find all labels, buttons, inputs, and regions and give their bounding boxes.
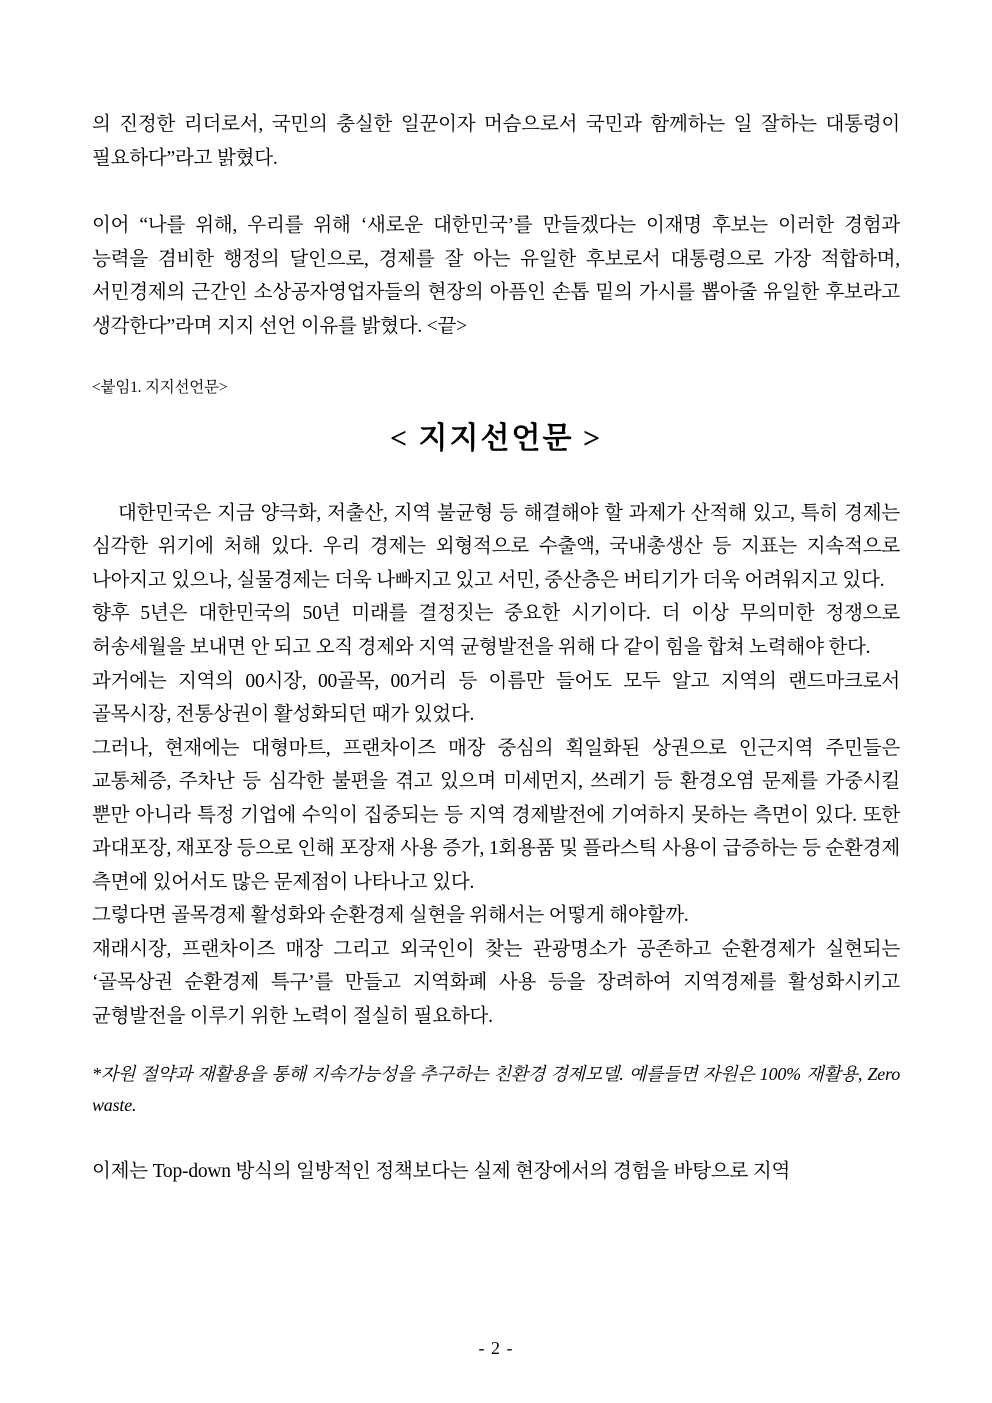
footnote-text: *자원 절약과 재활용을 통해 지속가능성을 추구하는 친환경 경제모델. 예를들면 자원은 100% 재활용, Zero waste. — [92, 1064, 900, 1115]
attachment-label: <붙임1. 지지선언문> — [92, 379, 228, 397]
declaration-paragraph-4: 그러나, 현재에는 대형마트, 프랜차이즈 매장 중심의 획일화된 상권으로 인근지역 주민들은 교통체증, 주차난 등 심각한 불편을 겪고 있으며 미세먼지, 쓰레기 등 환경오염 문제를 가중시킬 뿐만 아니라 특정 기업에 수익이 집중되는 등 지역 경제발전에 기여하지 못하는 측면이 있다. 또한 과대포장, 재포장 등으로 인해 포장재 사용 증가, 1회용품 및 플라스틱 사용이 급증하는 등 순환경제 측면에 있어서도 많은 문제점이 나타나고 있다. — [92, 737, 900, 893]
declaration-paragraph-6: 재래시장, 프랜차이즈 매장 그리고 외국인이 찾는 관광명소가 공존하고 순환경제가 실현되는 ‘골목상권 순환경제 특구’를 만들고 지역화폐 사용 등을 장려하여 지역경제를 활성화시키고 균형발전을 이루기 위한 노력이 절실히 필요하다. — [92, 938, 900, 1027]
closing-spacer — [92, 1121, 900, 1155]
declaration-paragraph-5: 그렇다면 골목경제 활성화와 순환경제 실현을 위해서는 어떻게 해야할까. — [92, 905, 689, 927]
paragraph-intro-2: 이어 “나를 위해, 우리를 위해 ‘새로운 대한민국’를 만들겠다는 이재명 후보는 이러한 경험과 능력을 겸비한 행정의 달인으로, 경제를 잘 아는 유일한 후보로서 대통령으로 가장 적합하며, 서민경제의 근간인 소상공자영업자들의 현장의 아픔인 손톱 밑의 가시를 뽑아줄 유일한 후보라고 생각한다”라며 지지 선언 이유를 밝혔다. <끝> — [92, 215, 900, 337]
declaration-paragraph-1: 대한민국은 지금 양극화, 저출산, 지역 불균형 등 해결해야 할 과제가 산적해 있고, 특히 경제는 심각한 위기에 처해 있다. 우리 경제는 외형적으로 수출액, 국내총생산 등 지표는 지속적으로 나아지고 있으나, 실물경제는 더욱 나빠지고 있고 서민, 중산층은 버티기가 더욱 어려워지고 있다. — [92, 502, 900, 591]
page-title: < 지지선언문 > — [389, 421, 603, 455]
declaration-body — [92, 497, 900, 1034]
page-number: - 2 - — [478, 1338, 514, 1358]
paragraph-spacer — [92, 175, 900, 209]
paragraph-intro-1: 의 진정한 리더로서, 국민의 충실한 일꾼이자 머슴으로서 국민과 함께하는 일 잘하는 대통령이 필요하다”라고 밝혔다. — [92, 114, 900, 169]
closing-paragraph: 이제는 Top-down 방식의 일방적인 정책보다는 실제 현장에서의 경험을 바탕으로 지역 — [92, 1160, 791, 1182]
paragraph-spacer — [92, 343, 900, 377]
declaration-paragraph-2: 향후 5년은 대한민국의 50년 미래를 결정짓는 중요한 시기이다. 더 이상 무의미한 정쟁으로 허송세월을 보내면 안 되고 오직 경제와 지역 균형발전을 위해 다 같이 힘을 합쳐 노력해야 한다. — [92, 603, 900, 658]
declaration-paragraph-3: 과거에는 지역의 00시장, 00골목, 00거리 등 이름만 들어도 모두 알고 지역의 랜드마크로서 골목시장, 전통상권이 활성화되던 때가 있었다. — [92, 670, 900, 726]
footnote-spacer — [92, 1033, 900, 1059]
